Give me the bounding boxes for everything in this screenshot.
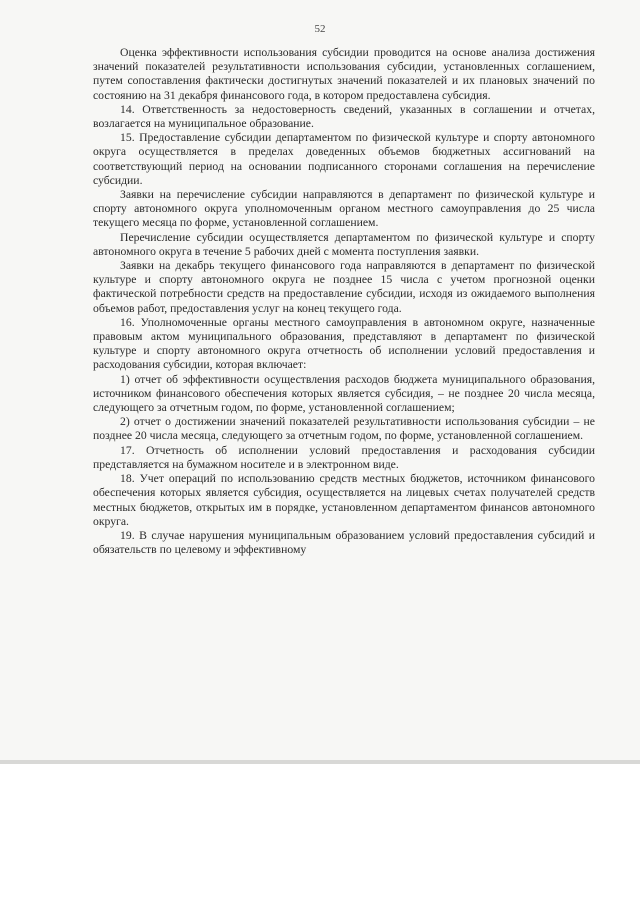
paragraph-16-item-2: 2) отчет о достижении значений показателей результативности использования субсидии – не позднее 20 числа месяца, следующего за отчетным годом, по форме, установленной соглашением. — [93, 415, 595, 443]
paragraph-16: 16. Уполномоченные органы местного самоуправления в автономном округе, назначенные правовым актом муниципального образования, представляют в департамент по физической культуре и спорту автономного округа отчетность об исполнении условий предоставления и расходования субсидии, которая включает: — [93, 315, 595, 372]
paragraph-18: 18. Учет операций по использованию средств местных бюджетов, источником финансового обеспечения которых является субсидия, осуществляется на лицевых счетах получателей средств местных бюджетов, открытых им в порядке, установленном департаментом финансов автономного округа. — [93, 472, 595, 528]
paragraph-requests: Заявки на перечисление субсидии направляются в департамент по физической культуре и спорту автономного округа уполномоченным органом местного самоуправления до 25 числа текущего месяца по форме, установленной соглашением. — [93, 188, 595, 230]
paragraph-transfer: Перечисление субсидии осуществляется департаментом по физической культуре и спорту автономного округа в течение 5 рабочих дней с момента поступления заявки. — [93, 230, 595, 258]
paragraph-evaluation: Оценка эффективности использования субсидии проводится на основе анализа достижения значений показателей результативности использования субсидии, установленных соглашением, путем сопоставления фактически достигнутых значений показателей и их плановых значений по состоянию на 31 декабря финансового года, в котором предоставлена субсидия. — [93, 46, 595, 102]
paragraph-december-requests: Заявки на декабрь текущего финансового года направляются в департамент по физической культуре и спорту автономного округа не позднее 15 числа с учетом прогнозной оценки фактической потребности средств на предоставление субсидии, исходя из ожидаемого выполнения объемов работ, предоставления услуг на конец текущего года. — [93, 259, 595, 315]
paragraph-14: 14. Ответственность за недостоверность сведений, указанных в соглашении и отчетах, возлагается на муниципальное образование. — [93, 102, 595, 131]
paragraph-16-item-1: 1) отчет об эффективности осуществления расходов бюджета муниципального образования, источником финансового обеспечения которых является субсидия, – не позднее 20 числа месяца, следующего за отчетным годом, по форме, установленной соглашением; — [93, 372, 595, 415]
paragraph-15: 15. Предоставление субсидии департаментом по физической культуре и спорту автономного округа осуществляется в пределах доведенных объемов бюджетных ассигнований на соответствующий период на основании подписанного сторонами соглашения на перечисление субсидии. — [93, 131, 595, 187]
scan-bottom-edge — [0, 760, 640, 764]
document-body — [93, 46, 595, 557]
paragraph-19: 19. В случае нарушения муниципальным образованием условий предоставления субсидий и обязательств по целевому и эффективному — [93, 528, 595, 557]
paragraph-17: 17. Отчетность об исполнении условий предоставления и расходования субсидии представляется на бумажном носителе и в электронном виде. — [93, 443, 595, 471]
page-number: 52 — [314, 23, 326, 35]
